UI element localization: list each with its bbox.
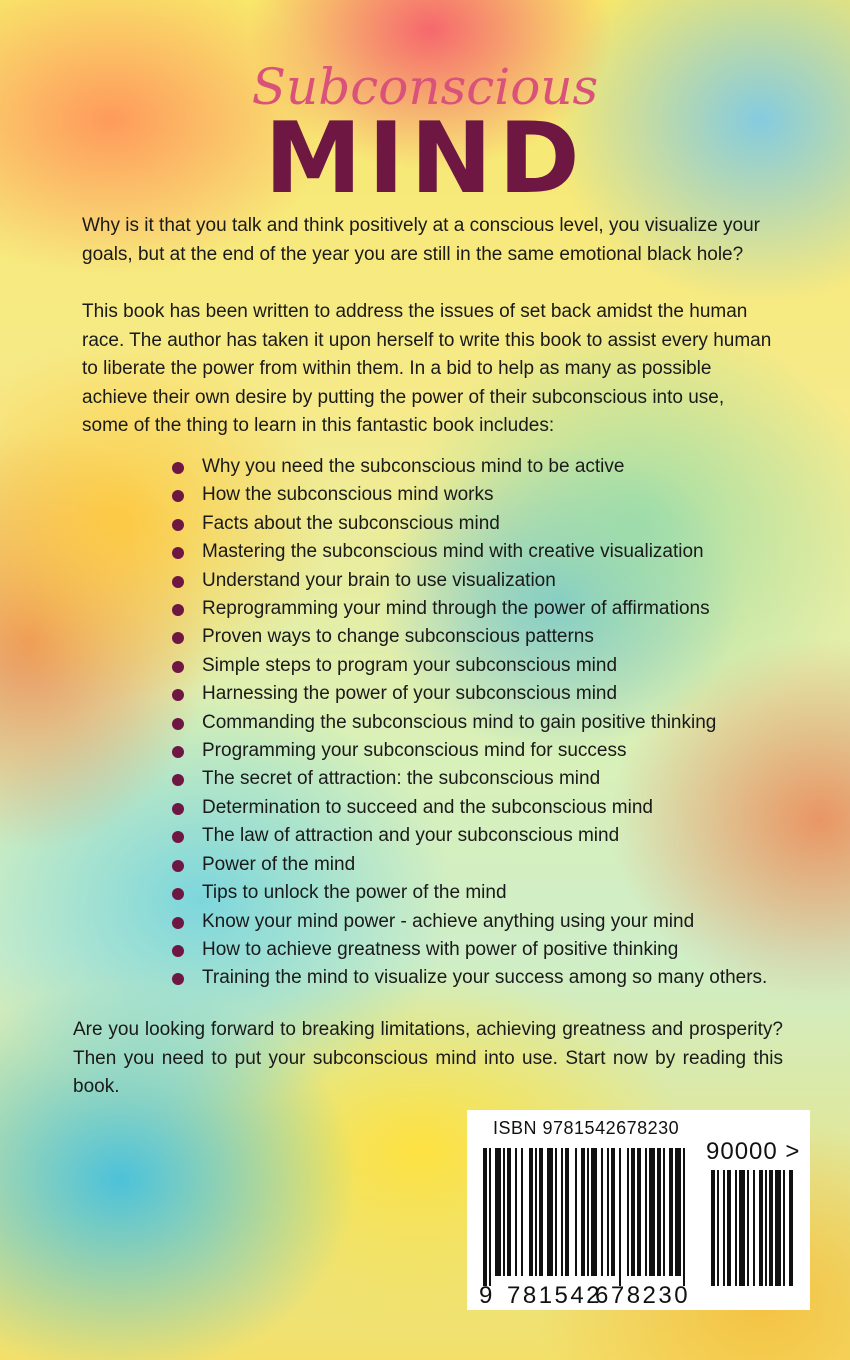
barcode-digit-first: 9 bbox=[479, 1282, 495, 1309]
barcode-bar bbox=[675, 1148, 681, 1276]
barcode-bar bbox=[631, 1148, 635, 1276]
list-item-text: The law of attraction and your subconscious mind bbox=[202, 825, 620, 847]
list-item bbox=[172, 680, 812, 708]
list-item bbox=[172, 964, 812, 992]
barcode-addon-bar bbox=[769, 1170, 773, 1286]
barcode-bar bbox=[529, 1148, 533, 1276]
barcode-bar bbox=[555, 1148, 557, 1276]
barcode-bar bbox=[607, 1148, 609, 1276]
bullet-icon bbox=[172, 519, 184, 531]
barcode-bar bbox=[591, 1148, 597, 1276]
list-item-text: Programming your subconscious mind for success bbox=[202, 740, 627, 762]
barcode-bar bbox=[483, 1148, 487, 1286]
barcode-addon-bar bbox=[717, 1170, 719, 1286]
barcode-addon-bar bbox=[727, 1170, 731, 1286]
intro-question: Why is it that you talk and think positively at a conscious level, you visualize your goals, but at the end of the year you are still in the same emotional black hole? bbox=[82, 215, 760, 265]
bullet-icon bbox=[172, 888, 184, 900]
list-item bbox=[172, 481, 812, 509]
bullet-icon bbox=[172, 718, 184, 730]
bullet-icon bbox=[172, 945, 184, 957]
barcode-digits-right: 678230 bbox=[595, 1282, 691, 1309]
bullet-icon bbox=[172, 576, 184, 588]
barcode-bar bbox=[535, 1148, 537, 1276]
list-item-text: Reprogramming your mind through the power of affirmations bbox=[202, 598, 710, 620]
list-item bbox=[172, 453, 812, 481]
list-item-text: Mastering the subconscious mind with creative visualization bbox=[202, 541, 704, 563]
barcode-addon-bar bbox=[747, 1170, 749, 1286]
bullet-icon bbox=[172, 774, 184, 786]
barcode-bar bbox=[669, 1148, 673, 1276]
list-item bbox=[172, 851, 812, 879]
list-item bbox=[172, 908, 812, 936]
list-item-text: Training the mind to visualize your success among so many others. bbox=[202, 967, 768, 989]
list-item-text: Understand your brain to use visualization bbox=[202, 569, 556, 591]
list-item-text: How the subconscious mind works bbox=[202, 484, 494, 506]
topic-list bbox=[172, 453, 812, 993]
barcode-bar bbox=[637, 1148, 641, 1276]
barcode-addon-bar bbox=[753, 1170, 755, 1286]
list-item-text: Tips to unlock the power of the mind bbox=[202, 882, 507, 904]
barcode-addon-bar bbox=[735, 1170, 737, 1286]
barcode-addon-bar bbox=[783, 1170, 785, 1286]
bullet-icon bbox=[172, 973, 184, 985]
list-item-text: Simple steps to program your subconscious mind bbox=[202, 654, 618, 676]
bullet-icon bbox=[172, 689, 184, 701]
list-item-text: Power of the mind bbox=[202, 853, 356, 875]
bullet-icon bbox=[172, 803, 184, 815]
list-item bbox=[172, 652, 812, 680]
list-item bbox=[172, 765, 812, 793]
barcode-addon-bar bbox=[759, 1170, 763, 1286]
barcode-bar bbox=[489, 1148, 491, 1286]
list-item bbox=[172, 737, 812, 765]
list-item bbox=[172, 595, 812, 623]
barcode-bar bbox=[503, 1148, 505, 1276]
bullet-icon bbox=[172, 547, 184, 559]
barcode-bar bbox=[575, 1148, 577, 1276]
list-item bbox=[172, 567, 812, 595]
list-item-text: How to achieve greatness with power of positive thinking bbox=[202, 938, 679, 960]
barcode-bar bbox=[561, 1148, 563, 1276]
barcode-bar bbox=[565, 1148, 569, 1276]
list-item bbox=[172, 822, 812, 850]
isbn-barcode bbox=[467, 1110, 810, 1310]
barcode-bar bbox=[515, 1148, 517, 1276]
isbn-label: ISBN 9781542678230 bbox=[493, 1118, 680, 1138]
barcode-bar bbox=[619, 1148, 621, 1286]
list-item-text: The secret of attraction: the subconscious mind bbox=[202, 768, 601, 790]
bullet-icon bbox=[172, 860, 184, 872]
list-item-text: Facts about the subconscious mind bbox=[202, 512, 500, 534]
list-item bbox=[172, 623, 812, 651]
bullet-icon bbox=[172, 490, 184, 502]
title-script: Subconscious bbox=[251, 58, 599, 116]
barcode-bars bbox=[483, 1148, 799, 1288]
barcode-bar bbox=[495, 1148, 501, 1276]
barcode-bar bbox=[611, 1148, 615, 1276]
barcode-bar bbox=[649, 1148, 655, 1276]
list-item-text: Determination to succeed and the subconscious mind bbox=[202, 796, 653, 818]
barcode-addon-bar bbox=[765, 1170, 767, 1286]
barcode-bar bbox=[683, 1148, 685, 1286]
bullet-icon bbox=[172, 917, 184, 929]
intro-description: This book has been written to address the issues of set back amidst the human race. The author has taken it upon herself to write this book to assist every human to liberate the power from within them. In a bid to help as many as possible achieve their own desire by putting the power of their subconscious into use, some of the thing to learn in this fantastic book includes: bbox=[82, 301, 772, 436]
barcode-bar bbox=[657, 1148, 661, 1276]
barcode-digits-left: 781542 bbox=[507, 1282, 603, 1309]
list-item bbox=[172, 794, 812, 822]
bullet-icon bbox=[172, 604, 184, 616]
barcode-bar bbox=[539, 1148, 543, 1276]
barcode-addon-bar bbox=[739, 1170, 745, 1286]
list-item-text: Harnessing the power of your subconscious mind bbox=[202, 683, 618, 705]
barcode-bar bbox=[581, 1148, 585, 1276]
barcode-bar bbox=[645, 1148, 647, 1276]
list-item-text: Commanding the subconscious mind to gain positive thinking bbox=[202, 711, 717, 733]
price-code: 90000 > bbox=[706, 1138, 801, 1165]
bullet-icon bbox=[172, 632, 184, 644]
barcode-addon-bar bbox=[723, 1170, 725, 1286]
bullet-icon bbox=[172, 746, 184, 758]
barcode-bar bbox=[601, 1148, 603, 1276]
list-item bbox=[172, 510, 812, 538]
bullet-icon bbox=[172, 661, 184, 673]
bullet-icon bbox=[172, 462, 184, 474]
title-main: MIND bbox=[264, 102, 586, 216]
list-item-text: Know your mind power - achieve anything using your mind bbox=[202, 910, 695, 932]
list-item bbox=[172, 709, 812, 737]
list-item-text: Proven ways to change subconscious patterns bbox=[202, 626, 594, 648]
closing-paragraph: Are you looking forward to breaking limitations, achieving greatness and prosperity? Then you need to put your subconscious mind into use. Start now by reading this book. bbox=[73, 1019, 783, 1097]
list-item bbox=[172, 936, 812, 964]
barcode-addon-bar bbox=[711, 1170, 715, 1286]
barcode-bar bbox=[587, 1148, 589, 1276]
barcode-bar bbox=[547, 1148, 553, 1276]
barcode-bar bbox=[663, 1148, 665, 1276]
bullet-icon bbox=[172, 831, 184, 843]
barcode-bar bbox=[627, 1148, 629, 1276]
barcode-addon-bar bbox=[789, 1170, 793, 1286]
list-item-text: Why you need the subconscious mind to be active bbox=[202, 456, 625, 477]
barcode-bar bbox=[507, 1148, 511, 1276]
barcode-bar bbox=[521, 1148, 523, 1276]
list-item bbox=[172, 538, 812, 566]
barcode-addon-bar bbox=[775, 1170, 781, 1286]
list-item bbox=[172, 879, 812, 907]
